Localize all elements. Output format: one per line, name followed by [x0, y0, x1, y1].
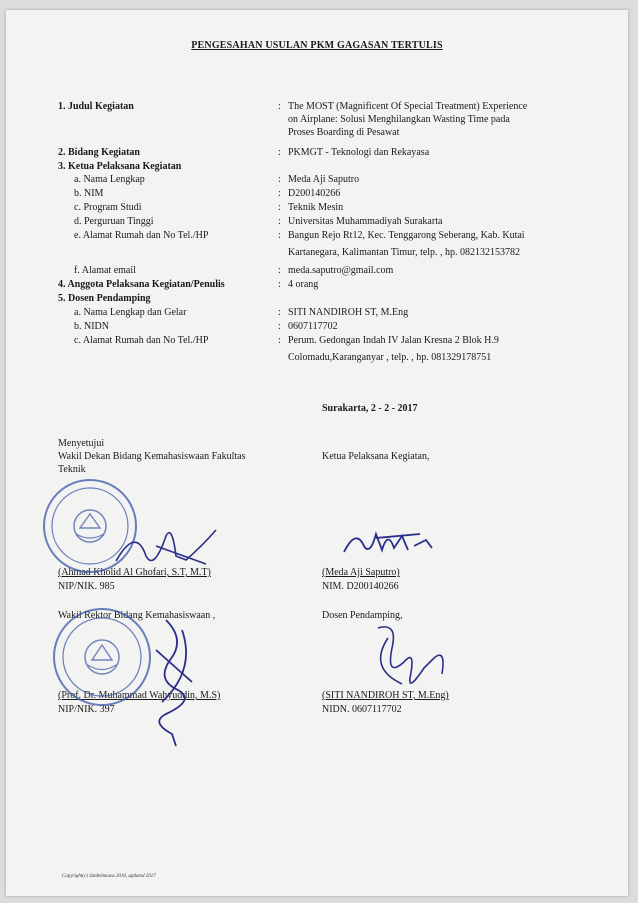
place-date: Surakarta, 2 - 2 - 2017	[322, 403, 418, 414]
colon: :	[278, 230, 281, 241]
ketua-title: Ketua Pelaksana Kegiatan,	[322, 451, 430, 462]
colon: :	[278, 307, 281, 318]
dosen-name: (SITI NANDIROH ST, M.Eng)	[322, 690, 449, 701]
colon: :	[278, 188, 281, 199]
judul-line-3: Proses Boarding di Pesawat	[288, 127, 400, 138]
dalamat-line-2: Colomadu,Karanganyar , telp. , hp. 081329178751	[288, 352, 492, 363]
colon: :	[278, 101, 281, 112]
nidn-label: b. NIDN	[74, 321, 109, 332]
prodi-value: Teknik Mesin	[288, 202, 344, 213]
pt-value: Universitas Muhammadiyah Surakarta	[288, 216, 443, 227]
nama-label: a. Nama Lengkap	[74, 174, 145, 185]
colon: :	[278, 279, 281, 290]
wakil-rektor-nip: NIP/NIK. 397	[58, 704, 115, 715]
colon: :	[278, 216, 281, 227]
anggota-value: 4 orang	[288, 279, 319, 290]
ketua-label: 3. Ketua Pelaksana Kegiatan	[58, 161, 182, 172]
colon: :	[278, 174, 281, 185]
bidang-value: PKMGT - Teknologi dan Rekayasa	[288, 147, 430, 158]
colon: :	[278, 147, 281, 158]
wakil-rektor-title: Wakil Rektor Bidang Kemahasiswaan ,	[58, 610, 216, 621]
alamat-line-1: Bangun Rejo Rt12, Kec. Tenggarong Seberang, Kab. Kutai	[288, 230, 525, 241]
dosen-label: 5. Dosen Pendamping	[58, 293, 151, 304]
wakil-dekan-title-2: Teknik	[58, 464, 86, 475]
menyetujui: Menyetujui	[58, 438, 105, 449]
nim-label: b. NIM	[74, 188, 104, 199]
wakil-dekan-name: (Ahmad Kholid Al Ghofari, S.T, M.T)	[58, 567, 211, 578]
dnama-label: a. Nama Lengkap dan Gelar	[74, 307, 187, 318]
anggota-label: 4. Anggota Pelaksana Kegiatan/Penulis	[58, 279, 225, 290]
prodi-label: c. Program Studi	[74, 202, 142, 213]
email-value: meda.saputro@gmail.com	[288, 265, 394, 276]
nim-value: D200140266	[288, 188, 341, 199]
judul-label: 1. Judul Kegiatan	[58, 101, 134, 112]
dalamat-label: c. Alamat Rumah dan No Tel./HP	[74, 335, 209, 346]
document-page	[6, 10, 628, 896]
dosen-nidn: NIDN. 0607117702	[322, 704, 402, 715]
document-title: PENGESAHAN USULAN PKM GAGASAN TERTULIS	[191, 40, 443, 51]
alamat-line-2: Kartanegara, Kalimantan Timur, telp. , hp. 082132153782	[288, 247, 521, 258]
ketua-nim: NIM. D200140266	[322, 581, 399, 592]
wakil-dekan-nip: NIP/NIK. 985	[58, 581, 115, 592]
signature-wakil-dekan	[106, 516, 226, 576]
footer-copyright: Copyright(c) Simbelmawa 2016, updated 2017	[62, 874, 156, 879]
wakil-dekan-title-1: Wakil Dekan Bidang Kemahasiswaan Fakultas	[58, 451, 246, 462]
signature-dosen	[358, 618, 458, 698]
colon: :	[278, 335, 281, 346]
ketua-name: (Meda Aji Saputro)	[322, 567, 400, 578]
judul-line-2: on Airplane: Solusi Menghilangkan Wasting Time pada	[288, 114, 510, 125]
dalamat-line-1: Perum. Gedongan Indah IV Jalan Kresna 2 Blok H.9	[288, 335, 499, 346]
judul-line-1: The MOST (Magnificent Of Special Treatment) Experience	[288, 101, 528, 112]
signature-ketua	[336, 516, 446, 566]
nama-value: Meda Aji Saputro	[288, 174, 360, 185]
dosen-title: Dosen Pendamping,	[322, 610, 403, 621]
bidang-label: 2. Bidang Kegiatan	[58, 147, 140, 158]
colon: :	[278, 321, 281, 332]
colon: :	[278, 265, 281, 276]
email-label: f. Alamat email	[74, 265, 136, 276]
dnama-value: SITI NANDIROH ST, M.Eng	[288, 307, 409, 318]
nidn-value: 0607117702	[288, 321, 338, 332]
pt-label: d. Perguruan Tinggi	[74, 216, 154, 227]
alamat-label: e. Alamat Rumah dan No Tel./HP	[74, 230, 209, 241]
wakil-rektor-name: (Prof. Dr. Muhammad Wahyuddin, M.S)	[58, 690, 221, 701]
signature-wakil-rektor	[126, 610, 216, 750]
colon: :	[278, 202, 281, 213]
